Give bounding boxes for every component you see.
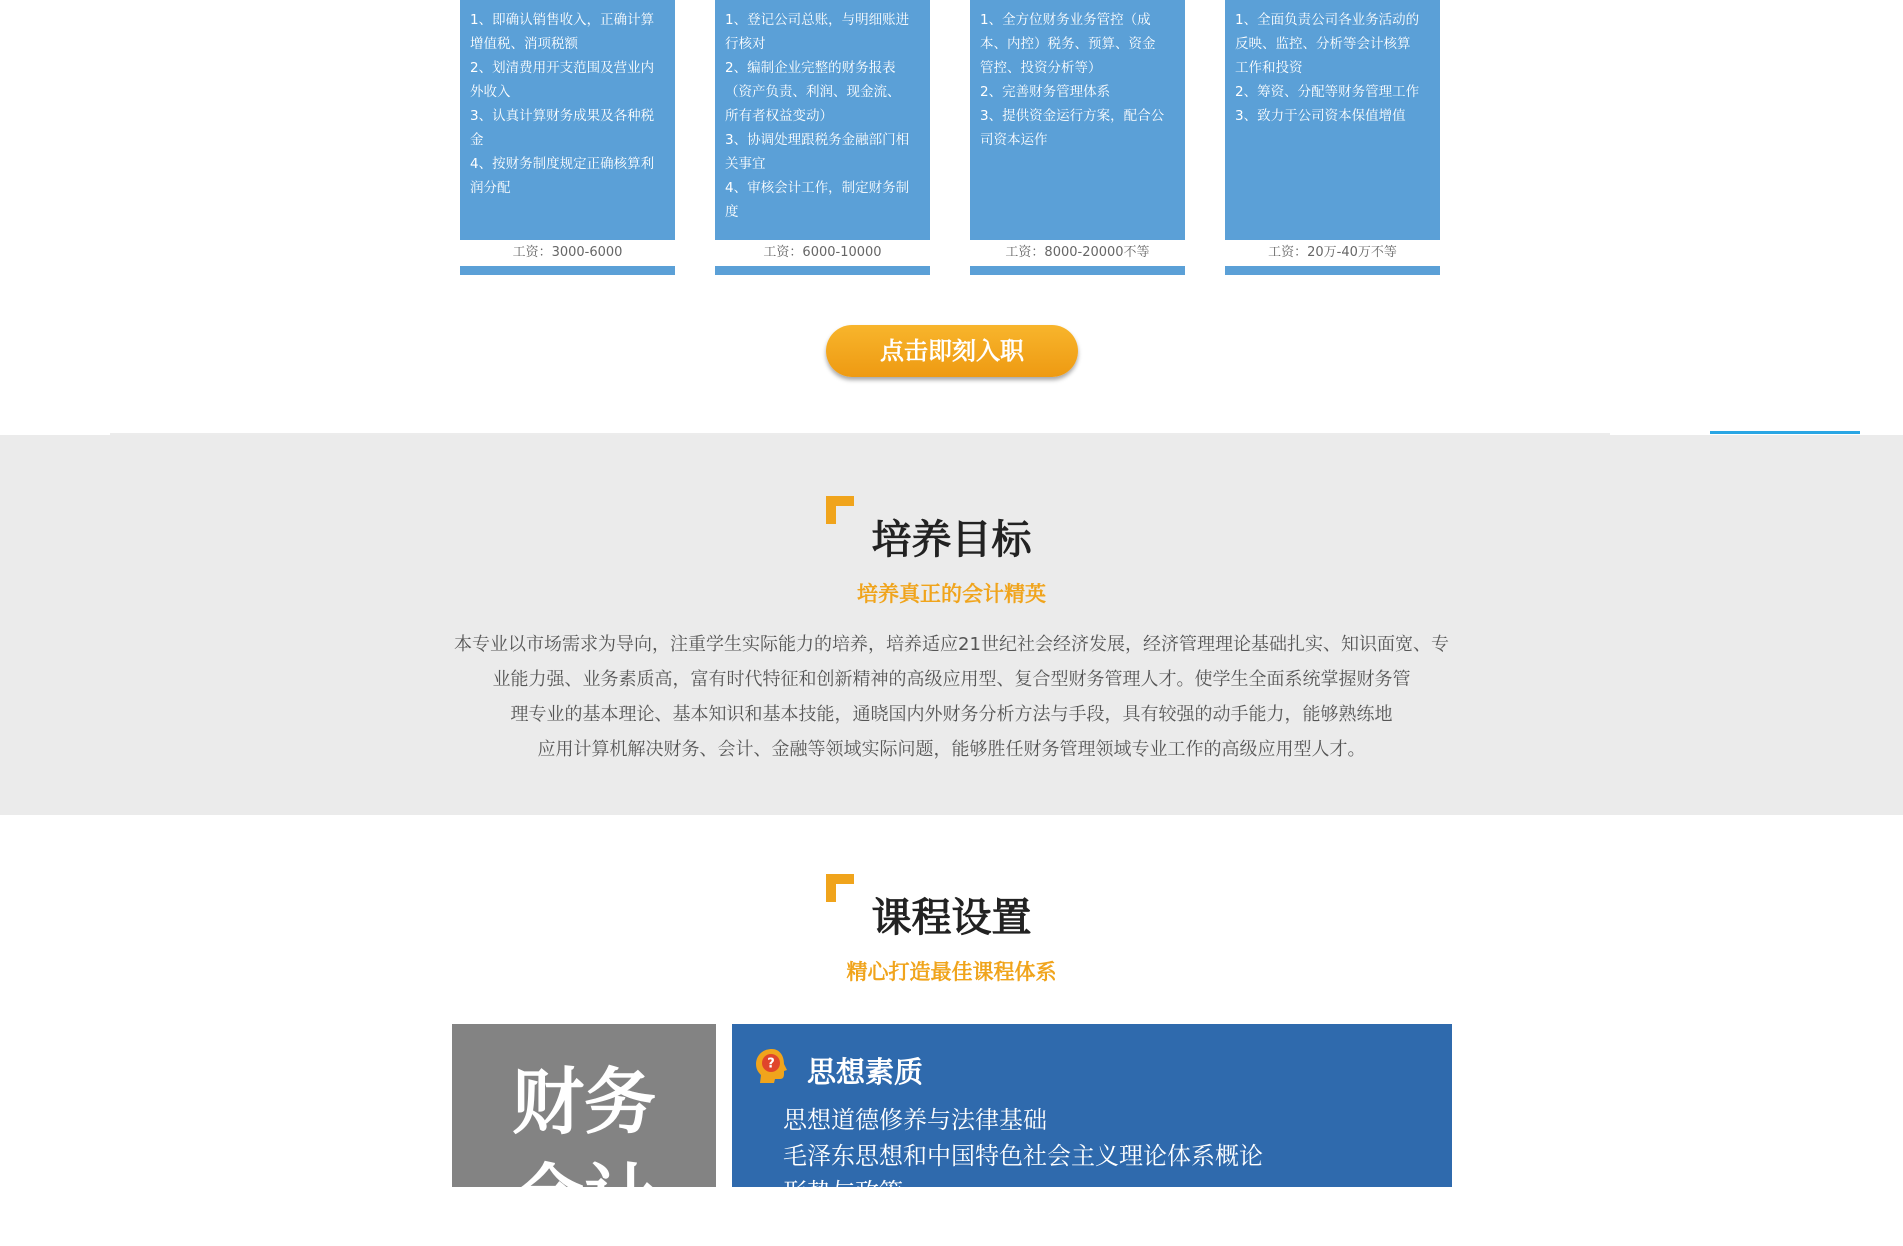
join-now-button[interactable]: 点击即刻入职 [826,325,1078,377]
duty-line: 3、提供资金运行方案，配合公 [980,108,1165,124]
salary-label: 工资：6000-10000 [763,245,882,260]
duty-line: 司资本运作 [980,132,1048,148]
head-question-icon [752,1046,792,1086]
job-card-duties [1225,0,1440,240]
training-title: 培养目标 [871,517,1032,563]
duty-line: 3、认真计算财务成果及各种税 [470,108,655,124]
duty-line: 外收入 [470,84,511,100]
job-card-duties [460,0,675,240]
duty-line: 1、全方位财务业务管控（成 [980,12,1151,28]
major-name-line: 财务 [511,1060,656,1144]
major-name-line: 会计 [511,1156,656,1240]
duty-line: 1、登记公司总账，与明细账进 [725,12,910,28]
duty-line: 度 [725,204,739,220]
course-item: 形势与政策 [783,1178,903,1206]
major-panel [452,1024,716,1240]
course-category-title: 思想素质 [807,1055,924,1089]
job-card-3 [970,0,1185,275]
job-card-duties [715,0,930,240]
duty-line: 金 [470,132,484,148]
duty-line: 1、全面负责公司各业务活动的 [1235,12,1420,28]
course-category-panel [732,1024,1452,1206]
description-line: 理专业的基本理论、基本知识和基本技能，通晓国内外财务分析方法与手段，具有较强的动手能力，能够熟练地 [510,704,1393,725]
course-item: 毛泽东思想和中国特色社会主义理论体系概论 [783,1142,1263,1170]
courses-title: 课程设置 [871,895,1032,941]
duty-line: 反映、监控、分析等会计核算 [1235,36,1411,52]
duty-line: 1、即确认销售收入，正确计算 [470,12,655,28]
card-bottom-bar [460,266,675,275]
floating-widget-edge [1710,431,1860,434]
job-card-duties [970,0,1185,240]
job-cards [460,0,1440,276]
duty-line: 3、致力于公司资本保值增值 [1235,108,1406,124]
duty-line: 2、划清费用开支范围及营业内 [470,60,655,76]
duty-line: 润分配 [470,180,511,196]
duty-line: （资产负责、利润、现金流、 [725,84,901,100]
courses-subtitle: 精心打造最佳课程体系 [846,960,1057,984]
svg-text:?: ? [767,1056,775,1072]
training-description [450,627,1453,767]
card-bottom-bar [715,266,930,275]
training-subtitle: 培养真正的会计精英 [857,582,1046,606]
job-card-2 [715,0,930,275]
course-item: 思想道德修养与法律基础 [783,1106,1047,1134]
duty-line: 工作和投资 [1235,60,1303,76]
description-line: 业能力强、业务素质高，富有时代特征和创新精神的高级应用型、复合型财务管理人才。使学生全面系统掌握财务管 [492,669,1411,690]
duty-line: 增值税、消项税额 [470,36,578,52]
duty-line: 管控、投资分析等） [980,60,1102,76]
salary-label: 工资：3000-6000 [512,245,623,260]
description-line: 本专业以市场需求为导向，注重学生实际能力的培养，培养适应21世纪社会经济发展，经济管理理论基础扎实、知识面宽、专 [454,634,1449,655]
duty-line: 2、筹资、分配等财务管理工作 [1235,84,1420,100]
salary-label: 工资：8000-20000不等 [1005,245,1150,260]
card-bottom-bar [970,266,1185,275]
duty-line: 2、完善财务管理体系 [980,84,1111,100]
duty-line: 3、协调处理跟税务金融部门相 [725,132,910,148]
duty-line: 所有者权益变动） [725,108,833,124]
description-line: 应用计算机解决财务、会计、金融等领域实际问题，能够胜任财务管理领域专业工作的高级应用型人才。 [537,739,1366,760]
job-card-4 [1225,0,1440,275]
duty-line: 4、按财务制度规定正确核算利 [470,156,655,172]
card-bottom-bar [1225,266,1440,275]
duty-line: 2、编制企业完整的财务报表 [725,60,896,76]
duty-line: 行核对 [725,36,766,52]
salary-label: 工资：20万-40万不等 [1268,245,1397,260]
duty-line: 4、审核会计工作，制定财务制 [725,180,910,196]
job-card-1 [460,0,675,275]
major-name [452,1054,716,1246]
duty-line: 本、内控）税务、预算、资金 [980,36,1156,52]
duty-line: 关事宜 [725,156,766,172]
